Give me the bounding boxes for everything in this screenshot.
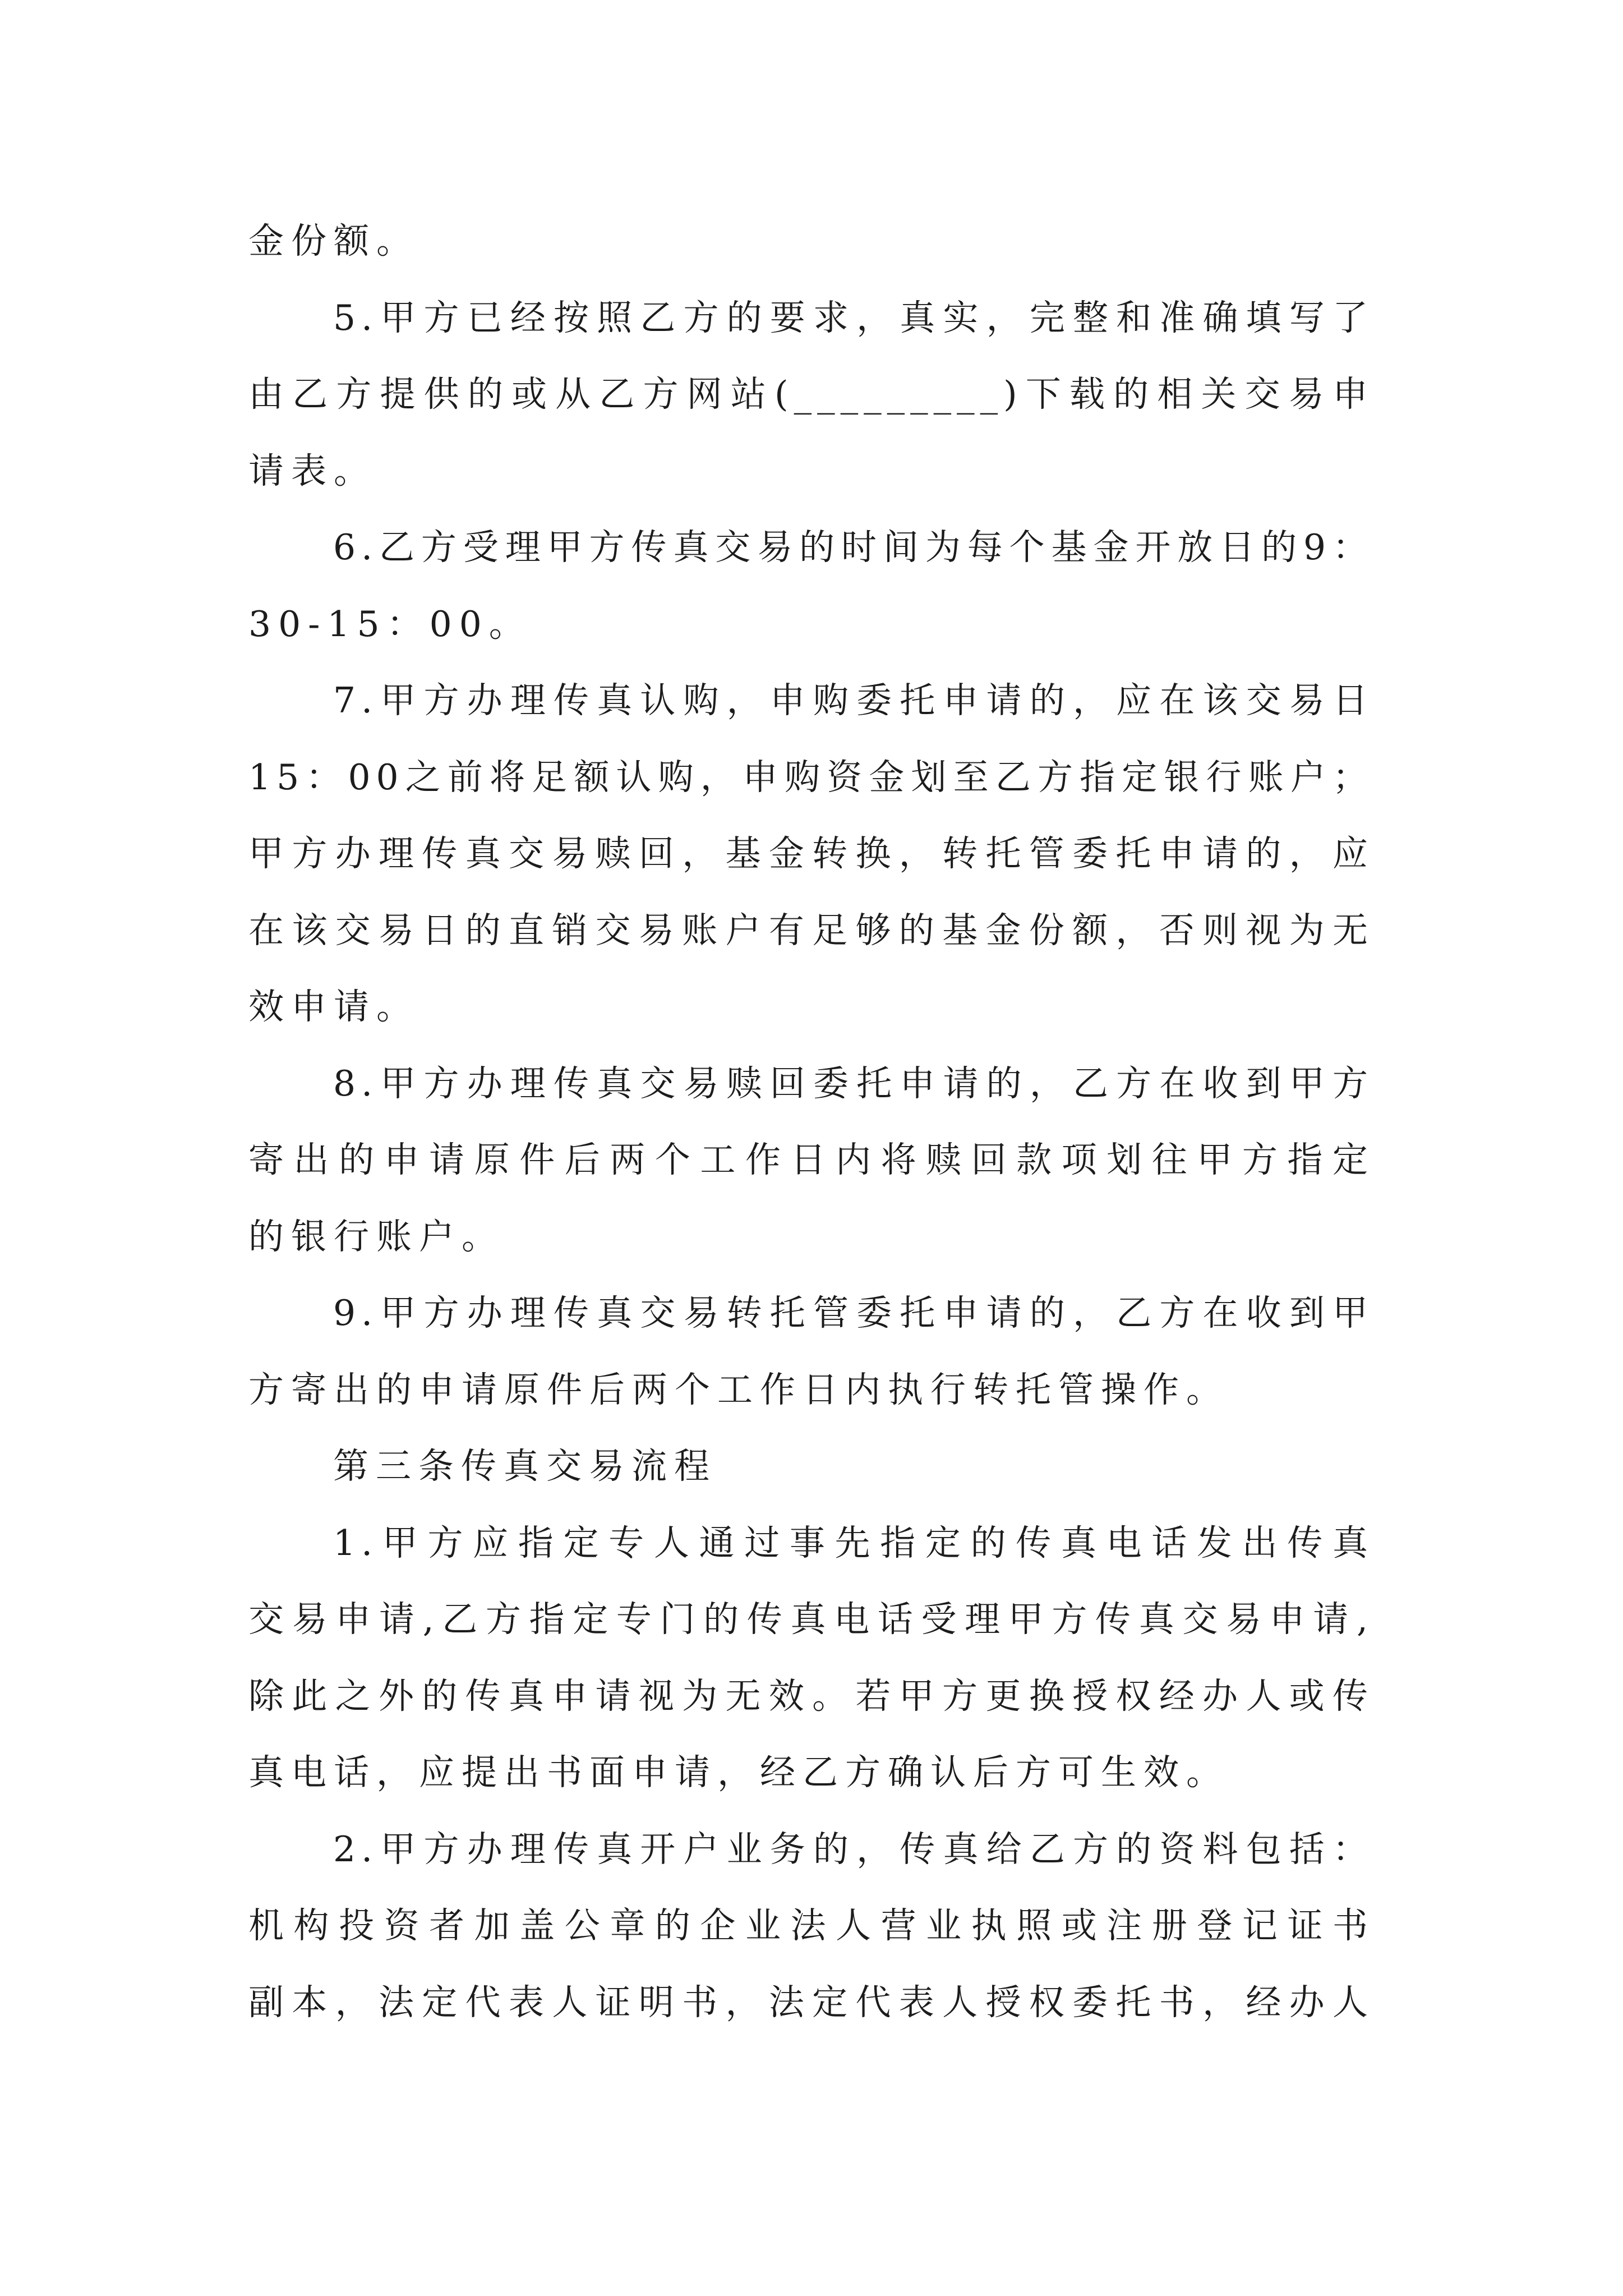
text-line: 1.甲方应指定专人通过事先指定的传真电话发出传真: [333, 1522, 1373, 1563]
paragraph-item-6: [248, 509, 1373, 662]
text-line: 15：00之前将足额认购，申购资金划至乙方指定银行账户；: [248, 756, 1373, 798]
paragraph-item-1: [248, 1505, 1373, 1811]
paragraph-item-2: [248, 1811, 1373, 2041]
text-line: 效申请。: [248, 986, 419, 1027]
text-line: 在该交易日的直销交易账户有足够的基金份额，否则视为无: [248, 909, 1373, 951]
document-body: [248, 203, 1373, 2041]
text-line: 2.甲方办理传真开户业务的，传真给乙方的资料包括：: [333, 1828, 1373, 1870]
text-line: 方寄出的申请原件后两个工作日内执行转托管操作。: [248, 1369, 1229, 1410]
text-line: 请表。: [248, 450, 376, 491]
text-line: 8.甲方办理传真交易赎回委托申请的，乙方在收到甲方: [333, 1062, 1373, 1104]
text-line: 甲方办理传真交易赎回，基金转换，转托管委托申请的，应: [248, 833, 1373, 874]
text-line: 30-15：00。: [248, 603, 532, 645]
text-line: 5.甲方已经按照乙方的要求，真实，完整和准确填写了: [333, 297, 1373, 338]
paragraph-item-5: [248, 280, 1373, 510]
text-line: 交易申请,乙方指定专门的传真电话受理甲方传真交易申请,: [248, 1599, 1373, 1640]
paragraph-continuation: [248, 203, 1373, 280]
section-title: 第三条传真交易流程: [333, 1446, 717, 1487]
text-line: 真电话，应提出书面申请，经乙方确认后方可生效。: [248, 1752, 1229, 1793]
text-line: 7.甲方办理传真认购，申购委托申请的，应在该交易日: [333, 680, 1373, 721]
paragraph-item-7: [248, 662, 1373, 1046]
text-line: 的银行账户。: [248, 1216, 504, 1257]
text-line: 9.甲方办理传真交易转托管委托申请的，乙方在收到甲: [333, 1292, 1373, 1333]
text-line: 除此之外的传真申请视为无效。若甲方更换授权经办人或传: [248, 1675, 1373, 1717]
text-line: 机构投资者加盖公章的企业法人营业执照或注册登记证书: [248, 1905, 1373, 1946]
text-line: 寄出的申请原件后两个工作日内将赎回款项划往甲方指定: [248, 1139, 1373, 1180]
text-line: 副本，法定代表人证明书，法定代表人授权委托书，经办人: [248, 1981, 1373, 2023]
section-heading: [248, 1428, 1373, 1505]
text-line: 6.乙方受理甲方传真交易的时间为每个基金开放日的9：: [333, 527, 1373, 568]
paragraph-item-9: [248, 1275, 1373, 1428]
text-line: 金份额。: [248, 220, 419, 261]
paragraph-item-8: [248, 1046, 1373, 1276]
text-line: 由乙方提供的或从乙方网站(_________)下载的相关交易申: [248, 374, 1373, 415]
